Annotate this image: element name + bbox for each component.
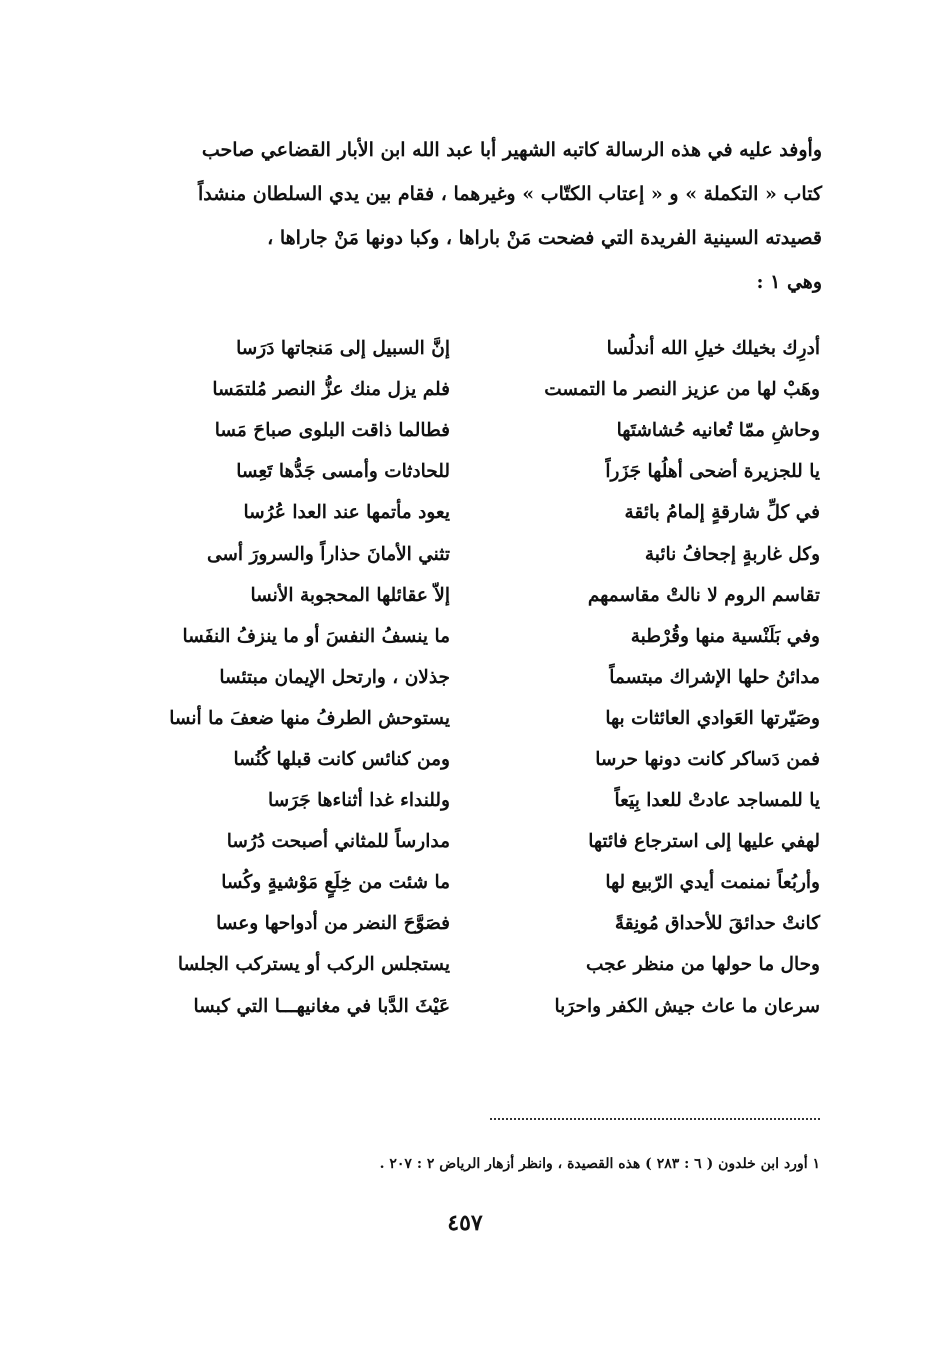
poem-verse [120, 657, 820, 698]
footnote: ١ أورد ابن خلدون ( ٦ : ٢٨٣ ) هذه القصيدة ، وانظر أزهار الرياض ٢ : ٢٠٧ . [379, 1156, 820, 1172]
poem-verse [120, 533, 820, 574]
poem-verse [120, 821, 820, 862]
verse-first-hemistich: كانتْ حدائقَ للأحداق مُونِقةً [614, 913, 820, 935]
verse-first-hemistich: يا للجزيرة أضحى أهلُها جَزَراً [605, 461, 820, 483]
verse-first-hemistich: وحاشِ ممّا تُعانيه حُشاشتَها [616, 420, 820, 442]
page-number: ٤٥٧ [447, 1210, 483, 1236]
verse-second-hemistich: تثني الأمانَ حذاراً والسرورَ أسى [206, 543, 450, 565]
verse-first-hemistich: أدرِك بخيلك خيلِ الله أندلُسا [606, 338, 820, 360]
poem-verse [120, 986, 820, 1027]
verse-first-hemistich: وأربُعاً نمنمت أيدي الرّبيع لها [605, 872, 820, 894]
verse-first-hemistich: وصَيّرتها العَوادي العائثات بها [605, 707, 820, 729]
verse-first-hemistich: مدائنُ حلها الإشراك مبتسماً [609, 666, 820, 688]
verse-second-hemistich: يستوحش الطرفُ منها ضعفَ ما أنسا [169, 707, 450, 729]
poem-verse [120, 616, 820, 657]
verse-second-hemistich: إنَّ السبيل إلى مَنجاتها دَرَسا [236, 338, 450, 360]
verse-second-hemistich: ما ينسفُ النفسَ أو ما ينزفُ النفَسا [182, 625, 450, 647]
verse-second-hemistich: ومن كنائس كانت قبلها كُنُسا [233, 748, 450, 770]
verse-first-hemistich: وحال ما حولها من منظر عجب [585, 954, 820, 976]
poem-verse [120, 451, 820, 492]
verse-second-hemistich: إلاّ عقائلها المحجوبة الأنسا [250, 584, 450, 606]
verse-second-hemistich: مدارساً للمثاني أصبحت دُرُسا [226, 831, 450, 853]
footnote-divider [490, 1118, 820, 1120]
verse-second-hemistich: ما شئت من خِلَعٍ مَوْشيةٍ وكُسا [221, 872, 450, 894]
poem-verse [120, 328, 820, 369]
poem-verse [120, 698, 820, 739]
poem-verse [120, 369, 820, 410]
poem-verse [120, 862, 820, 903]
verse-second-hemistich: فصَوَّحَ النضر من أدواحها وعسا [216, 913, 450, 935]
intro-paragraph [117, 128, 822, 304]
verse-first-hemistich: وكل غاربةٍ إجحافُ نائبة [644, 543, 820, 565]
poem-verse [120, 944, 820, 985]
poem-verse [120, 410, 820, 451]
verse-second-hemistich: عَيْثَ الدَّبا في مغانيهـــا التي كبسا [193, 995, 450, 1017]
poem-verse [120, 780, 820, 821]
verse-first-hemistich: سرعان ما عاث جيش الكفر واحرَبا [554, 995, 820, 1017]
intro-line: كتاب « التكملة » و « إعتاب الكتّاب » وغيرهما ، فقام بين يدي السلطان منشداً [198, 183, 822, 205]
intro-line: قصيدته السينية الفريدة التي فضحت مَنْ باراها ، وكبا دونها مَنْ جاراها ، [267, 227, 822, 249]
poem-verse [120, 739, 820, 780]
verse-second-hemistich: وللنداء غدا أثناءها جَرَسا [267, 790, 450, 812]
verse-first-hemistich: في كلِّ شارقةٍ إلمامُ بائقة [624, 502, 820, 524]
verse-first-hemistich: وهَبْ لها من عزيز النصر ما التمست [544, 379, 820, 401]
verse-first-hemistich: لهفي عليها إلى استرجاع فائتها [588, 831, 820, 853]
verse-second-hemistich: فطالما ذاقت البلوى صباحَ مَسا [214, 420, 450, 442]
verse-second-hemistich: يعود مأتمها عند العدا عُرُسا [243, 502, 450, 524]
verse-first-hemistich: فمن دَساكر كانت دونها حرسا [595, 748, 820, 770]
verse-second-hemistich: يستجلس الركب أو يستركب الجلسا [177, 954, 450, 976]
verse-second-hemistich: للحادثات وأمسى جَدُّها تَعِسا [236, 461, 450, 483]
intro-line: وأوفد عليه في هذه الرسالة كاتبه الشهير أبا عبد الله ابن الأبار القضاعي صاحب [201, 139, 822, 161]
poem-verse [120, 492, 820, 533]
poem [120, 328, 820, 1027]
verse-first-hemistich: يا للمساجد عادتْ للعدا بِيَعاً [614, 790, 820, 812]
poem-verse [120, 575, 820, 616]
verse-first-hemistich: تقاسم الروم لا نالتْ مقاسمهم [587, 584, 820, 606]
verse-second-hemistich: فلم يزل منك عزُّ النصر مُلتمَسا [212, 379, 450, 401]
poem-verse [120, 903, 820, 944]
verse-second-hemistich: جذلان ، وارتحل الإيمان مبتئسا [219, 666, 450, 688]
verse-first-hemistich: وفي بَلَنْسية منها وقُرْطبة [630, 625, 820, 647]
intro-line: وهي ١ : [756, 271, 822, 293]
